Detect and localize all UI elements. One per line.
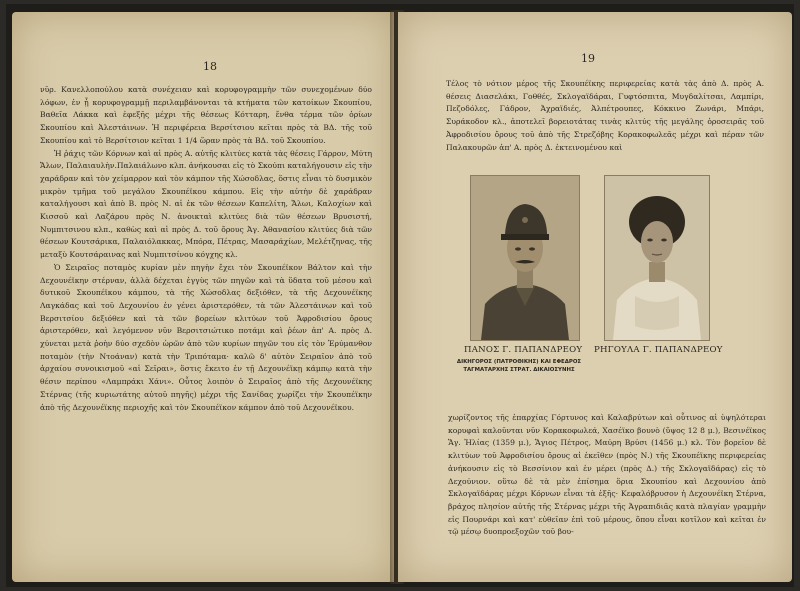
left-paragraph-1: νῦρ. Κανελλοπούλου κατὰ συνέχειαν καὶ κορυφογραμμὴν τῶν συνεχομένων δύο λόφων, ἐν ᾗ κορυφογραμμῇ περιλαμβάνονται τὰ κτήματα τῶν κατοίκων Σκουπίου, Βαθεῖα Λάκκα καὶ ἐφεξῆς μέχρι τῆς θέσεως Κότταρη, ἔνθα τέρμα τῶν ὁρίων Σκουπίου καὶ Ἀλεστάινων. Ἡ περιφέρεια Βερσίτσιου κεῖται πρὸς τὰ ΒΔ. τῆς τοῦ Σκουπίου καὶ τὸ Βερσίτσιον κεῖται 1 1/4 ὥραν πρὸς τὰ ΒΔ. τοῦ Σκουπίου. (40, 85, 372, 145)
right-page (398, 12, 792, 582)
book-spread (6, 4, 794, 587)
portrait-photo-man (470, 175, 580, 341)
right-page-number: 19 (581, 52, 595, 65)
left-page (12, 12, 394, 582)
photo-man-caption: ΠΑΝΟΣ Γ. ΠΑΠΑΝΔΡΕΟΥ (464, 345, 583, 355)
right-page-text-top: Τέλος τὸ νότιον μέρος τῆς Σκουπέϊκης περιφερείας κατὰ τὰς ἀπὸ Δ. πρὸς Α. θέσεις Διασελάκι, Γοθθές, Σκλογαϊδάραι, Γυφτόσπιτα, Μυγδαλίτσαι, Λαμπίρι, Πεζοδόλες, Γάδρον, Ἀχραϊδιές, Ἀλπέτρουπες, Κόκκινο Ζωνάρι, Μπάρι, Συράκοδον κλ., ἀποτελεῖ βορειοτάτας τινὰς κλιτύς τῆς μεγάλης ὀροσειρᾶς τοῦ Ἀφροδισίου ὄρους τοῦ ἀπὸ τῆς Στρεζόβης Κορακοφωλεᾶς μέχρι καὶ πέραν τῶν Παλακουρῶν ἀπ' Α. πρὸς Δ. ἐκτεινομένου καὶ (446, 79, 764, 152)
left-page-number: 18 (203, 60, 217, 73)
photo-man-subcaption: ΔΙΚΗΓΟΡΟΣ (ΠΑΤΡΟΘΙΚΗΣ) ΚΑΙ ΕΦΕΔΡΟΣ ΤΑΓΜΑΤΑΡΧΗΣ ΣΤΡΑΤ. ΔΙΚΑΙΟΣΥΝΗΣ (456, 359, 582, 373)
left-paragraph-2: Ἡ ῥάχις τῶν Κόρνων καὶ αἱ πρὸς Α. αὐτῆς κλιτύες κατὰ τὰς θέσεις Γάρρον, Μύτη Ἄλων, Παλαιαυλὴν.Παλαιάλωνο κλπ. ἀνήκουσαι εἰς τὸ Σκούπι καταλήγουσιν εἰς τὴν χαράδραν καὶ τὸν χείμαρρον καὶ τὸν κάμπον τῆς Χώσοδλας, ὅστις εἶναι τὸ δυσμικὸν μικρὸν τμῆμα τοῦ μεγάλου Σκουπέϊκου κάμπου. Εἰς τὴν αὐτὴν δὲ χαράδραν καταλήγουσι καὶ ἀπὸ Β. πρὸς Ν. αἱ ἐκ τῶν θέσεων Καπελίτη, Ἄλωι, Καλοχίων καὶ Κισσοῦ καὶ Λαζάρου πρὸς Ν. ἀνοικταὶ κλιτύες διὰ τῶν θέσεων Βρυσιστή, Νυμπιτσινου κλπ., καθὼς καὶ αἱ πρὸς Δ. τοῦ ὄρους Ἁγ. Ἀθανασίου κλιτύες διὰ τῶν θέσεων Κουτσάρικα, Παλαιόλακκας, Μπόρα, Πέτρας, Μασαράχίων, Μελέτζηνας, τῆς μεταξὺ Κουτσάραινας καὶ Νυμπιτσίνου κόγχης κλ. (40, 148, 372, 260)
photo-woman-caption: ΡΗΓΟΥΛΑ Γ. ΠΑΠΑΝΔΡΕΟΥ (594, 345, 723, 355)
left-page-text (40, 84, 372, 414)
right-page-text-bottom: χωρίζοντος τῆς ἐπαρχίας Γόρτυνος καὶ Καλαβρύτων καὶ οὗτινος αἱ ὑψηλότεραι κορυφαὶ καλοῦνται νῦν Κορακοφωλεά, Χασέϊκο βουνὸ (ὕψος 12 8 μ.), Βεσινέϊκος Ἅγ. Ἠλίας (1359 μ.), Ἅγιος Πέτρος, Μαύρη Βρύσι (1456 μ.) κλ. Τὸν βορεῖον δὲ κλιτύων τοῦ Ἀφροδισίου ὄρους αἱ ἐκεῖθεν (πρὸς Ν.) τῆς Σκουπέϊκης περιφερείας ἀνήκουσιν εἰς τὸ Βεσσίνιον καὶ ἐν μέρει (πρὸς Δ.) τῆς Σκλογαϊδάρας) εἰς τὸ Δεχούνιον. οὕτω δὲ τὰ μὲν ἐπίσημα ὅρια Σκουπίου καὶ Δεχουνίου ἀπὸ Σκλογαϊδάρας μέχρι Κόρνων εἶναι τὰ ἑξῆς· Κεφαλόβρυσον ἡ Δεχουνέϊκη Στέρνα, βράχος πλησίον αὐτῆς τῆς Στέρνας μέχρι τῆς Ἀγραπιδιᾶς κατὰ πλαγίαν γραμμὴν εἰς Πουρνάρι καὶ κατ' εὐθεῖαν ἐπὶ τοῦ μέρους, ὅπου εἶναι κοτῖλον καὶ κεῖται ἐν τῷ μέσῳ δυοπροεξοχῶν τοῦ βου- (448, 413, 766, 537)
left-paragraph-3: Ὁ Σειραῖος ποταμὸς κυρίαν μὲν πηγὴν ἔχει τὸν Σκουπέϊκον Βάλτον καὶ τὴν Δεχουνέϊκην στέρναν, ἀλλὰ δέχεται ἐγγὺς τῶν πηγῶν καὶ τὰ ὕδατα τοῦ μέσου καὶ δυτικοῦ Σκουπέϊκου κάμπου, τὰ τῆς Χώσοδλας δεξιόθεν, τὰ τῆς Δεχουνέϊκης Λαγκάδας καὶ τοῦ Δεχουνίου ἐν γένει ἀριστερόθεν, τὰ τῶν Ἀλεστάινων καὶ τοῦ Βερσιτσίου δεξιόθεν καὶ τὰ τῶν βορείων κλιτύων τοῦ Ἀφροδισίου ὄρους ἀριστερόθεν, καὶ λεγόμενον νῦν Βερσιτσιώτικο ποτάμι καὶ ῥέων ἀπ' Α. πρὸς Δ. χύνεται μετὰ ῥοὴν δύο σχεδὸν ὡρῶν ἀπὸ τῶν κυρίων πηγῶν του εἰς τὸν Ἐρύμανθον ποταμὸν (τὴν Ντοάναν) κατὰ τὴν Τριπόταμα· καλῶ δ' αὐτὸν Σειραῖον ἀπὸ τοῦ ἀρχαίου συνοικισμοῦ «αἱ Σεῖραι», ὅστις ἔκειτο ἐν τῇ Δεχουνέϊκῃ κάμπῳ κατὰ τὴν θέσιν περίπου «Λαμπράκι Χάνι». Οὗτος λοιπὸν ὁ Σειραῖος ἀπὸ τῆς Δεχουνέϊκης Στέρνας (τῆς κυριωτάτης αὐτοῦ πηγῆς) μέχρι τῆς Σανίδας χωρίζει τὴν Σκουπέϊκην ἀπὸ τῆς Δεχουνέϊκης περιοχῆς καὶ τὸν Σκουπέϊκον κάμπον ἀπὸ τοῦ Δεχουνέϊκου. (40, 262, 372, 412)
portrait-photo-woman (604, 175, 710, 341)
